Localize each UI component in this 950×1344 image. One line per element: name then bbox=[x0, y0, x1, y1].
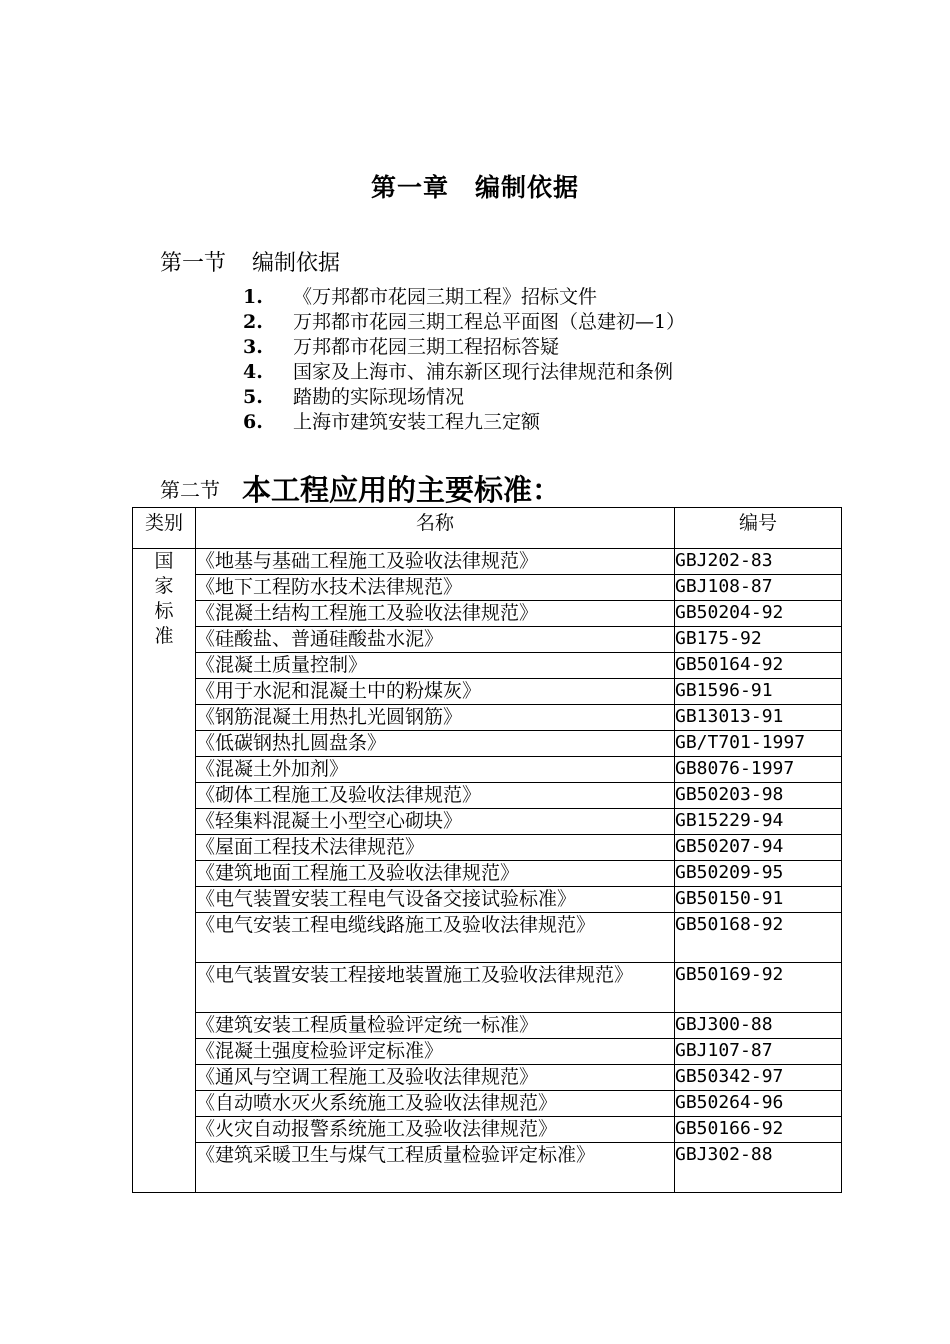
section-heading-2 bbox=[160, 468, 561, 509]
header-name: 名称 bbox=[196, 508, 675, 549]
header-code: 编号 bbox=[675, 508, 842, 549]
table-row bbox=[133, 835, 842, 861]
standard-code: GB50204-92 bbox=[675, 601, 842, 627]
standard-name: 《混凝土强度检验评定标准》 bbox=[196, 1039, 675, 1065]
list-item bbox=[243, 285, 685, 310]
table-row bbox=[133, 1117, 842, 1143]
table-row bbox=[133, 731, 842, 757]
standard-code: GB175-92 bbox=[675, 627, 842, 653]
standard-code: GBJ300-88 bbox=[675, 1013, 842, 1039]
standard-code: GB50166-92 bbox=[675, 1117, 842, 1143]
standard-code: GB50207-94 bbox=[675, 835, 842, 861]
standard-code: GB13013-91 bbox=[675, 705, 842, 731]
item-text: 万邦都市花园三期工程招标答疑 bbox=[293, 336, 560, 358]
item-number: 6. bbox=[243, 411, 263, 433]
standard-name: 《火灾自动报警系统施工及验收法律规范》 bbox=[196, 1117, 675, 1143]
list-item bbox=[243, 410, 685, 435]
list-item bbox=[243, 385, 685, 410]
standard-name: 《混凝土外加剂》 bbox=[196, 757, 675, 783]
list-item bbox=[243, 310, 685, 335]
standard-name: 《用于水泥和混凝土中的粉煤灰》 bbox=[196, 679, 675, 705]
chapter-title: 第一章 编制依据 bbox=[370, 173, 579, 202]
standard-name: 《电气装置安装工程电气设备交接试验标准》 bbox=[196, 887, 675, 913]
table-row bbox=[133, 705, 842, 731]
table-row bbox=[133, 679, 842, 705]
standards-table bbox=[132, 507, 842, 1193]
standard-name: 《建筑安装工程质量检验评定统一标准》 bbox=[196, 1013, 675, 1039]
table-row bbox=[133, 887, 842, 913]
standard-name: 《地下工程防水技术法律规范》 bbox=[196, 575, 675, 601]
table-row bbox=[133, 1091, 842, 1117]
standard-code: GB1596-91 bbox=[675, 679, 842, 705]
section-title-text: 编制依据 bbox=[252, 251, 341, 276]
item-number: 3. bbox=[243, 336, 263, 358]
standard-name: 《低碳钢热扎圆盘条》 bbox=[196, 731, 675, 757]
standard-name: 《建筑地面工程施工及验收法律规范》 bbox=[196, 861, 675, 887]
section-label: 第一节 bbox=[160, 251, 227, 276]
standard-name: 《建筑采暖卫生与煤气工程质量检验评定标准》 bbox=[196, 1143, 675, 1193]
table-row bbox=[133, 809, 842, 835]
standard-code: GB50264-96 bbox=[675, 1091, 842, 1117]
standard-code: GB15229-94 bbox=[675, 809, 842, 835]
table-row bbox=[133, 913, 842, 963]
item-number: 4. bbox=[243, 361, 263, 383]
standard-name: 《通风与空调工程施工及验收法律规范》 bbox=[196, 1065, 675, 1091]
category-char: 标 bbox=[154, 600, 174, 622]
category-char: 准 bbox=[154, 625, 174, 647]
standard-code: GB8076-1997 bbox=[675, 757, 842, 783]
section-heading-1 bbox=[160, 246, 340, 277]
category-char: 国 bbox=[154, 550, 174, 572]
table-row bbox=[133, 757, 842, 783]
table-row bbox=[133, 1039, 842, 1065]
standard-name: 《砌体工程施工及验收法律规范》 bbox=[196, 783, 675, 809]
item-text: 《万邦都市花园三期工程》招标文件 bbox=[293, 286, 598, 308]
standard-name: 《电气安装工程电缆线路施工及验收法律规范》 bbox=[196, 913, 675, 963]
standard-code: GBJ302-88 bbox=[675, 1143, 842, 1193]
table-row bbox=[133, 963, 842, 1013]
standard-code: GBJ202-83 bbox=[675, 549, 842, 575]
item-text: 万邦都市花园三期工程总平面图（总建初—1） bbox=[293, 311, 686, 333]
item-number: 2. bbox=[243, 311, 263, 333]
table-row bbox=[133, 575, 842, 601]
standard-code: GB50164-92 bbox=[675, 653, 842, 679]
table-row bbox=[133, 549, 842, 575]
standard-name: 《地基与基础工程施工及验收法律规范》 bbox=[196, 549, 675, 575]
standard-code: GBJ108-87 bbox=[675, 575, 842, 601]
basis-list bbox=[243, 285, 685, 435]
standard-code: GB50342-97 bbox=[675, 1065, 842, 1091]
list-item bbox=[243, 335, 685, 360]
standard-code: GB50203-98 bbox=[675, 783, 842, 809]
item-number: 5. bbox=[243, 386, 263, 408]
table-row bbox=[133, 861, 842, 887]
item-text: 踏勘的实际现场情况 bbox=[293, 386, 465, 408]
standard-name: 《混凝土结构工程施工及验收法律规范》 bbox=[196, 601, 675, 627]
standard-code: GBJ107-87 bbox=[675, 1039, 842, 1065]
table-row bbox=[133, 783, 842, 809]
standard-code: GB50150-91 bbox=[675, 887, 842, 913]
item-number: 1. bbox=[243, 286, 263, 308]
standard-name: 《混凝土质量控制》 bbox=[196, 653, 675, 679]
table-row bbox=[133, 1065, 842, 1091]
standard-name: 《硅酸盐、普通硅酸盐水泥》 bbox=[196, 627, 675, 653]
standard-code: GB50209-95 bbox=[675, 861, 842, 887]
standard-name: 《自动喷水灭火系统施工及验收法律规范》 bbox=[196, 1091, 675, 1117]
standard-code: GB50169-92 bbox=[675, 963, 842, 1013]
category-char: 家 bbox=[154, 575, 174, 597]
table-row bbox=[133, 1143, 842, 1193]
standard-code: GB50168-92 bbox=[675, 913, 842, 963]
header-category: 类别 bbox=[133, 508, 196, 549]
standard-name: 《屋面工程技术法律规范》 bbox=[196, 835, 675, 861]
table-row bbox=[133, 653, 842, 679]
section-label: 第二节 bbox=[160, 478, 220, 502]
item-text: 国家及上海市、浦东新区现行法律规范和条例 bbox=[293, 361, 674, 383]
section-title-text: 本工程应用的主要标准： bbox=[242, 473, 562, 507]
item-text: 上海市建筑安装工程九三定额 bbox=[293, 411, 541, 433]
standard-code: GB/T701-1997 bbox=[675, 731, 842, 757]
standard-name: 《电气装置安装工程接地装置施工及验收法律规范》 bbox=[196, 963, 675, 1013]
standard-name: 《钢筋混凝土用热扎光圆钢筋》 bbox=[196, 705, 675, 731]
table-row bbox=[133, 1013, 842, 1039]
category-cell bbox=[133, 549, 196, 1193]
table-row bbox=[133, 601, 842, 627]
standard-name: 《轻集料混凝土小型空心砌块》 bbox=[196, 809, 675, 835]
table-row bbox=[133, 627, 842, 653]
list-item bbox=[243, 360, 685, 385]
